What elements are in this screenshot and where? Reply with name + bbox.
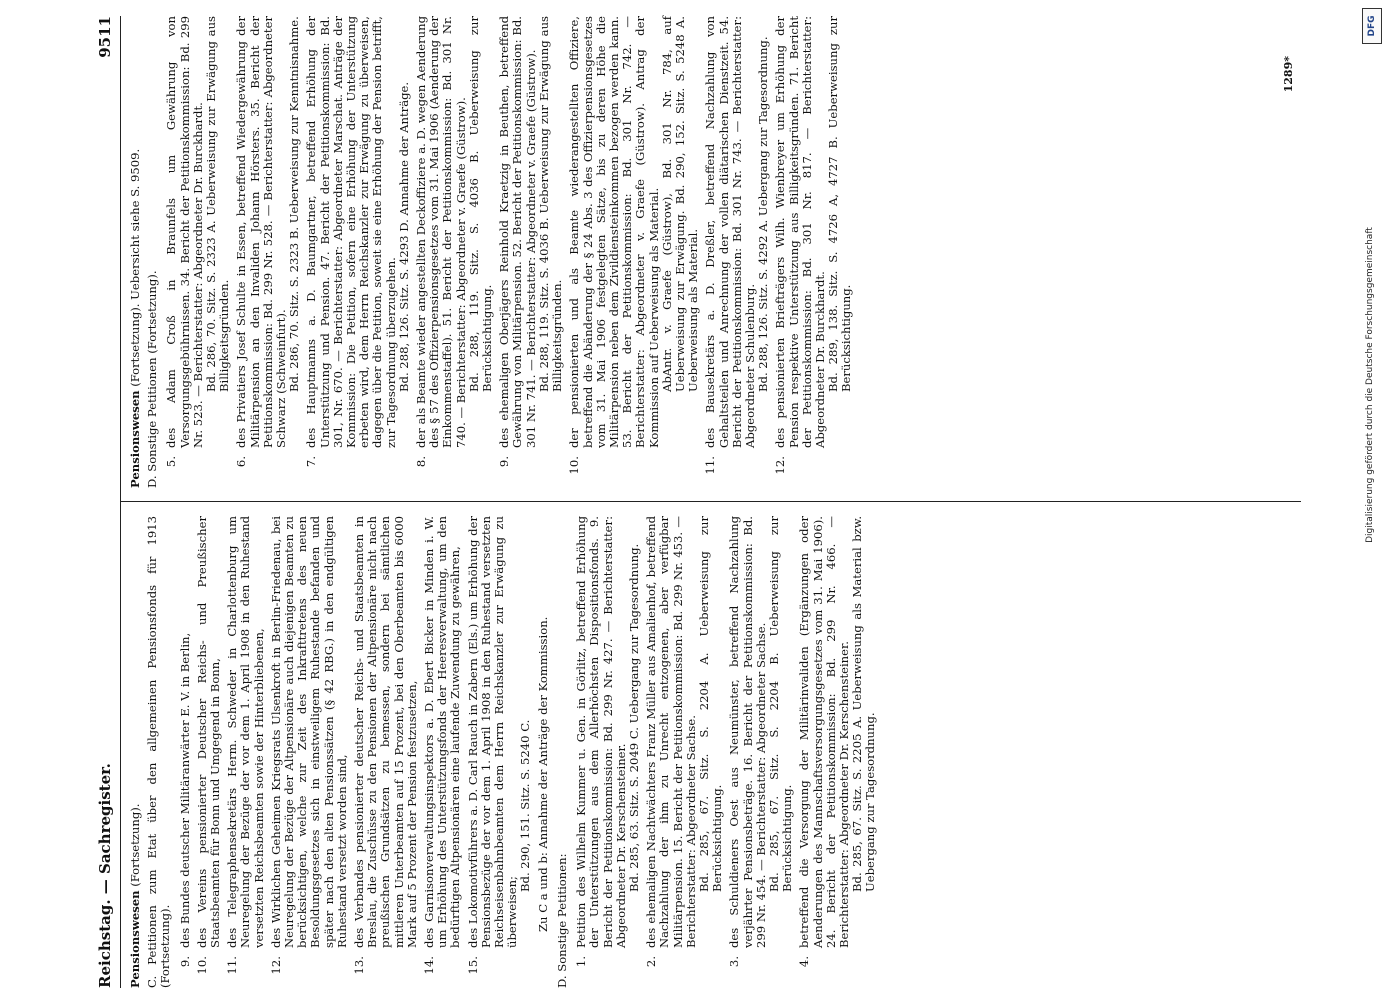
entry-number: 8. (414, 456, 429, 468)
entry-text: des Privatiers Josef Schulte in Essen, betreffend Wiedergewährung der Militärpension an den Invaliden Johann Hörsters. 35. Bericht der Petitionskommission: Bd. 299 Nr. 528. — Berichterstatter: Abgeordneter Schwarz (Schweinfurt). (234, 16, 289, 448)
section-heading: Pensionswesen (Fortsetzung). (128, 803, 142, 988)
list-item (196, 516, 222, 988)
entry-text: des pensionierten Briefträgers Wilh. Wienbreyer um Erhöhung der Pension respektive Unterstützung aus Billigkeitsgründen. 71. Bericht der Petitionskommission: Bd. 301 Nr. 817. — Berichterstatter: Abgeordneter Dr. Burckhardt. (773, 16, 827, 448)
entry-number: 10. (567, 456, 582, 475)
entry-text: des ehemaligen Nachtwächters Franz Müller aus Amalienhof, betreffend Nachzahlung der ihm zu Unrecht entzogenen, aber verfügbar Militärpension. 15. Bericht der Petitionskommission: Bd. 299 Nr. 453. — Berichterstatter: Abgeordneter Sachse. (644, 516, 698, 948)
subsection-d-continued-heading: D. Sonstige Petitionen (Fortsetzung). (145, 270, 160, 488)
entry-number: 2. (644, 956, 659, 968)
list-item (415, 16, 494, 488)
entry-number: 12. (268, 956, 283, 975)
list-item (467, 516, 533, 988)
entry-reference: Bd. 286, 70. Sitz. S. 2323 B. Ueberweisung zur Kenntnisnahme. (287, 16, 302, 392)
entry-text: des Adam Croß in Braunfels um Gewährung von Versorgungsgebührnissen. 34. Bericht der Petitionskommission: Bd. 299 Nr. 523. — Berichterstatter: Abgeordneter Dr. Burckhardt. (164, 16, 205, 448)
list-item (270, 516, 349, 988)
column-divider (121, 501, 1301, 502)
dfg-logo: DFG (1362, 8, 1382, 44)
entry-number: 4. (797, 956, 812, 968)
entry-number: 9. (177, 956, 192, 968)
left-column (129, 516, 882, 988)
list-item (575, 516, 641, 988)
entry-text: des Vereins pensionierter Deutscher Reichs- und Preußischer Staatsbeamten für Bonn und Umgegend in Bonn, (194, 516, 223, 948)
entry-text: des Lokomotivführers a. D. Carl Rauch in Zabern (Els.) um Erhöhung der Pensionsbezüge der vor dem 1. April 1908 in den Ruhestand versetzten Reichseisenbahnbeamten dem Herrn Reichskanzler zur Erwägung zu überweisen; (465, 516, 520, 948)
subsection-d-heading: D. Sonstige Petitionen: (554, 853, 569, 988)
entry-reference: Bd. 290, 151. Sitz. S. 5240 C. (518, 719, 533, 892)
entry-number: 11. (225, 956, 240, 975)
entry-reference: Bd. 288, 126. Sitz. S. 4293 D. Annahme der Anträge. (396, 81, 411, 392)
list-item (423, 516, 463, 988)
entry-text: der pensionierten und als Beamte wiederangestellten Offiziere, betreffend die Abänderung der § 24 Abs. 3 des Offizierpensionsgesetzes vom 31. Mai 1906 festgelegten Sätze, bis zu deren Höhe die Militärpension neben dem Zivildiensteinkommen bezogen werden kann. 53. Bericht der Petitionskommission: Bd. 301 Nr. 742. — Berichterstatter: Abgeordneter v. Graefe (Güstrow). Antrag der Kommission auf Ueberweisung als Material. (567, 16, 661, 448)
list-item (226, 516, 266, 988)
list-item (774, 16, 853, 488)
entry-text: der als Beamte wieder angestellten Deckoffiziere a. D. wegen Aenderung des § 57 des Offizierpensionsgesetzes vom 31. Mai 1906 (Aenderung der Einkommenstaffel). 51. Bericht der Petitionskommission: Bd. 301 Nr. 740. — Berichterstatter: Abgeordneter v. Graefe (Güstrow). (414, 16, 468, 448)
entry-reference: Bd. 285, 67. Sitz. S. 2204 B. Ueberweisung zur Berücksichtigung. (766, 516, 795, 892)
entry-text: des Verbandes pensionierter deutscher Reichs- und Staatsbeamten in Breslau, die Zuschüsse zu den Pensionen der Altpensionäre nicht nach preußischen Grundsätzen zu bemessen, sondern bei sämtlichen mittleren Unterbeamten auf 15 Prozent, bei den Oberbeamten bis 6000 Mark auf 5 Prozent der Pension festzusetzen, (352, 516, 419, 948)
entry-number: 14. (422, 956, 437, 975)
list-item (179, 516, 192, 988)
entry-number: 12. (773, 456, 788, 475)
running-head-page-number: 9511 (96, 16, 114, 58)
entry-number: 7. (304, 456, 319, 468)
entry-text: des Telegraphensekretärs Herm. Schweder in Charlottenburg um Neuregelung der Bezüge der vor dem 1. April 1908 in den Ruhestand versetzten Reichsbeamten sowie der Hinterbliebenen, (225, 516, 266, 948)
list-item (704, 16, 770, 488)
entry-reference: AbAntr. v. Graefe (Güstrow), Bd. 301 Nr. 784, auf Ueberweisung zur Erwägung. Bd. 290, 152. Sitz. S. 5248 A. Ueberweisung als Material. (659, 16, 701, 392)
entry-text: des Garnisonverwaltungsinspektors a. D. Ebert Bicker in Minden i. W. um Erhöhung des Unterstützungsfonds der Heeresverwaltung, um den bedürftigen Altpensionären eine laufende Zuwendung zu gewähren, (422, 516, 463, 948)
entry-number: 6. (234, 456, 249, 468)
entries-right (165, 16, 853, 488)
entry-number: 5. (164, 456, 179, 468)
entry-reference: Bd. 285, 67. Sitz. S. 2204 A. Ueberweisung zur Berücksichtigung. (696, 516, 725, 892)
entry-reference: Bd. 286, 70. Sitz. S. 2323 A. Ueberweisung zur Erwägung aus Billigkeitsgründen. (204, 16, 232, 392)
entry-number: 11. (703, 456, 718, 475)
entries-c (179, 516, 533, 988)
entry-reference: Bd. 289, 138. Sitz. S. 4726 A, 4727 B. Ueberweisung zur Berücksichtigung. (826, 16, 854, 392)
entry-text: Petition des Wilhelm Kummer u. Gen. in Görlitz, betreffend Erhöhung der Unterstützungen aus dem Allerhöchsten Dispositionsfonds. 9. Bericht der Petitionskommission: Bd. 299 Nr. 427. — Berichterstatter: Abgeordneter Dr. Kerschensteiner. (574, 516, 628, 948)
entry-reference: Bd. 285, 67. Sitz. S. 2205 A. Ueberweisung als Material bzw. Uebergang zur Tagesordnung. (850, 516, 878, 892)
running-head-title: Reichstag. — Sachregister. (96, 763, 114, 988)
entry-text: des Schuldieners Oest aus Neumünster, betreffend Nachzahlung verjährter Pensionsbeträge. 16. Bericht der Petitionskommission: Bd. 299 Nr. 454. — Berichterstatter: Abgeordneter Sachse. (727, 516, 768, 948)
entry-number: 15. (465, 956, 480, 975)
digitization-imprint (1360, 0, 1383, 1000)
list-item (305, 16, 411, 488)
after-c-note: Zu C a und b: Annahme der Anträge der Kommission. (535, 616, 550, 932)
entries-d (575, 516, 877, 988)
list-item (728, 516, 794, 988)
entry-reference: Bd. 288, 119. Sitz. S. 4036 B. Ueberweisung zur Berücksichtigung. (466, 16, 495, 392)
entry-number: 9. (497, 456, 512, 468)
rotated-page (86, 0, 1345, 1000)
entry-text: des Bausekretärs a. D. Dreßler, betreffend Nachzahlung von Gehaltsteilen und Anrechnung der vollen diätarischen Dienstzeit. 54. Bericht der Petitionskommission: Bd. 301 Nr. 743. — Berichterstatter: Abgeordneter Schulenburg. (703, 16, 757, 448)
list-item (798, 516, 877, 988)
entry-text: des Hauptmanns a. D. Baumgartner, betreffend Erhöhung der Unterstützung und Pension. 47. Bericht der Petitionskommission: Bd. 301, Nr. 670. — Berichterstatter: Abgeordneter Marschat. Anträge der Kommission: Die Petition, sofern eine Erhöhung der Unterstützung erbeten wird, dem Herrn Reichskanzler zur Erwägung zu überweisen, dagegen über die Petition, soweit sie eine Erhöhung der Pension betrifft, zur Tagesordnung überzugehen. (304, 16, 398, 448)
right-column (129, 16, 858, 488)
entry-text: des ehemaligen Oberjägers Reinhold Kraetzig in Beuthen, betreffend Gewährung von Militärpension. 52. Bericht der Petitionskommission: Bd. 301 Nr. 741. — Berichterstatter: Abgeordneter v. Graefe (Güstrow). (497, 16, 538, 448)
subsection-c-heading: C. Petitionen zum Etat über den allgemeinen Pensionsfonds für 1913 (Fortsetzung). (145, 516, 173, 988)
entry-number: 1. (574, 956, 589, 968)
list-item (498, 16, 564, 488)
entry-reference: Bd. 288, 126. Sitz. S. 4292 A. Uebergang zur Tagesordnung. (756, 36, 771, 392)
entry-reference: Bd. 288, 119. Sitz. S. 4036 B. Ueberweisung zur Erwägung aus Billigkeitsgründen. (536, 16, 565, 392)
entry-text: des Bundes deutscher Militäranwärter E. V. in Berlin, (177, 632, 192, 948)
text-columns (121, 16, 1301, 988)
entry-reference: Bd. 285, 63. Sitz. S. 2049 C. Uebergang zur Tagesordnung. (626, 543, 641, 892)
entry-text: des Wirklichen Geheimen Kriegsrats Ulsenkroft in Berlin-Friedenau, bei Neuregelung der Bezüge der Altpensionäre auch diejenigen Beamten zu berücksichtigen, welche zur Zeit des Inkrafttretens des neuen Besoldungsgesetzes sich in einstweiligem Ruhestande befanden und später nach den alten Pensionssätzen (§ 42 RBG.) in den endgültigen Ruhestand versetzt worden sind, (268, 516, 349, 948)
list-item (165, 16, 231, 488)
section-heading-continued: Pensionswesen (Fortsetzung). Uebersicht siehe S. 9509. (128, 148, 142, 488)
list-item (235, 16, 301, 488)
entry-number: 3. (727, 956, 742, 968)
running-head (94, 16, 121, 988)
imprint-text: Digitalisierung gefördert durch die Deutsche Forschungsgemeinschaft (1365, 227, 1375, 543)
entry-text: betreffend die Versorgung der Militärinvaliden (Ergänzungen oder Aenderungen des Mannschaftsversorgungsgesetzes vom 31. Mai 1906). 24. Bericht der Petitionskommission: Bd. 299 Nr. 466. — Berichterstatter: Abgeordneter Dr. Kerschensteiner. (797, 516, 851, 948)
entry-number: 13. (352, 956, 367, 975)
list-item (353, 516, 419, 988)
list-item (645, 516, 724, 988)
list-item (568, 16, 700, 488)
footer-page-number: 1289* (1282, 56, 1295, 93)
entry-number: 10. (194, 956, 209, 975)
